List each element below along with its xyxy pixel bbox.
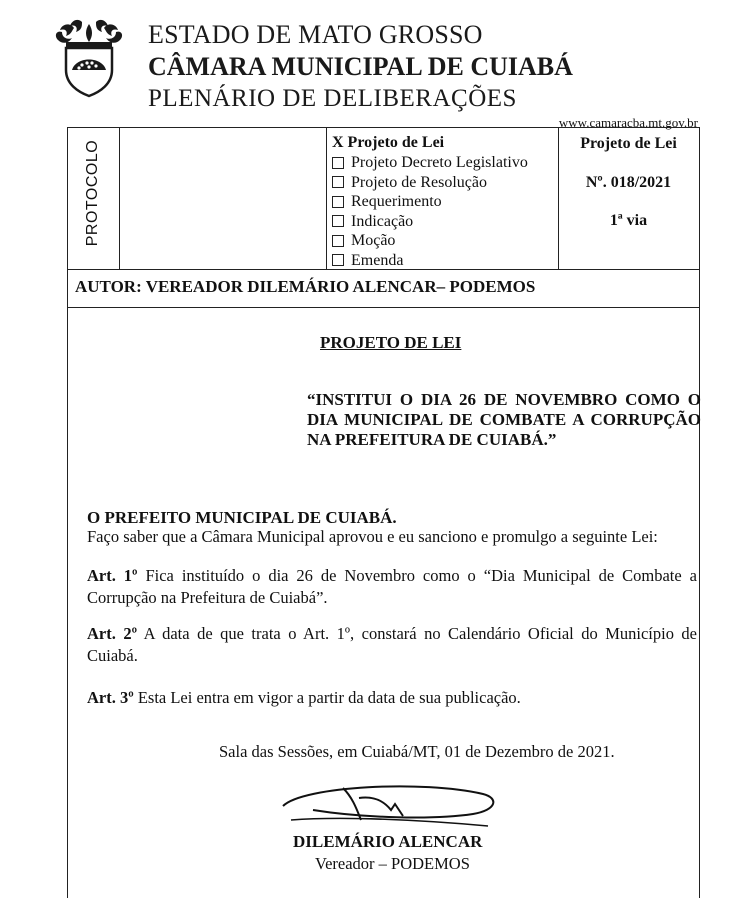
state-name: ESTADO DE MATO GROSSO: [148, 20, 483, 49]
type-option: Indicação: [332, 212, 528, 232]
plenary-name: PLENÁRIO DE DELIBERAÇÕES: [148, 85, 517, 112]
author-label: AUTOR: VEREADOR DILEMÁRIO ALENCAR– PODEMOS: [75, 277, 536, 296]
cuiaba-crest-icon: [52, 18, 126, 98]
checkbox-icon: [332, 176, 344, 188]
bill-summary: “INSTITUI O DIA 26 DE NOVEMBRO COMO O DIA MUNICIPAL DE COMBATE A CORRUPÇÃO NA PREFEITURA DE CUIABÁ.”: [307, 390, 701, 449]
website-url: www.camaracba.mt.gov.br: [558, 115, 698, 130]
protocol-label: PROTOCOLO: [84, 139, 101, 247]
article-3: Art. 3º Esta Lei entra em vigor a partir da data de sua publicação.: [87, 688, 521, 707]
form-header-table: [68, 128, 699, 270]
place-date: Sala das Sessões, em Cuiabá/MT, 01 de Dezembro de 2021.: [219, 742, 615, 761]
type-option: Moção: [332, 231, 528, 251]
author-row: [68, 269, 699, 308]
preamble: Faço saber que a Câmara Municipal aprovou e eu sanciono e promulgo a seguinte Lei:: [87, 527, 658, 546]
type-option: Projeto Decreto Legislativo: [332, 153, 528, 173]
selected-type: X Projeto de Lei: [332, 134, 445, 151]
type-option: Projeto de Resolução: [332, 173, 528, 193]
checkbox-icon: [332, 215, 344, 227]
article-1: Art. 1º Fica instituído o dia 26 de Novembro como o “Dia Municipal de Combate a Corrupção na Prefeitura de Cuiabá”.: [87, 566, 697, 607]
article-2: Art. 2º A data de que trata o Art. 1º, constará no Calendário Oficial do Município de Cuiabá.: [87, 624, 697, 665]
checkbox-icon: [332, 254, 344, 266]
checkbox-icon: [332, 157, 344, 169]
doc-type-label: Projeto de Lei: [580, 135, 677, 152]
doc-number: Nº. 018/2021: [585, 174, 672, 191]
signer-role: Vereador – PODEMOS: [315, 854, 470, 873]
checkbox-icon: [332, 196, 344, 208]
document-type-cell: [326, 128, 559, 269]
document-number-cell: [558, 128, 699, 269]
copy-label: 1ª via: [609, 212, 648, 229]
type-option: Emenda: [332, 251, 528, 271]
signature-icon: [273, 776, 503, 836]
bill-title: PROJETO DE LEI: [320, 333, 462, 352]
signer-name: DILEMÁRIO ALENCAR: [293, 832, 483, 851]
checkbox-icon: [332, 235, 344, 247]
chamber-name: CÂMARA MUNICIPAL DE CUIABÁ: [148, 52, 573, 81]
document-type-list: [332, 153, 528, 270]
mayor-heading: O PREFEITO MUNICIPAL DE CUIABÁ.: [87, 508, 397, 527]
protocol-stamp-area: [119, 128, 327, 269]
document-frame: [67, 127, 700, 898]
protocol-cell: [68, 128, 120, 269]
type-option: Requerimento: [332, 192, 528, 212]
